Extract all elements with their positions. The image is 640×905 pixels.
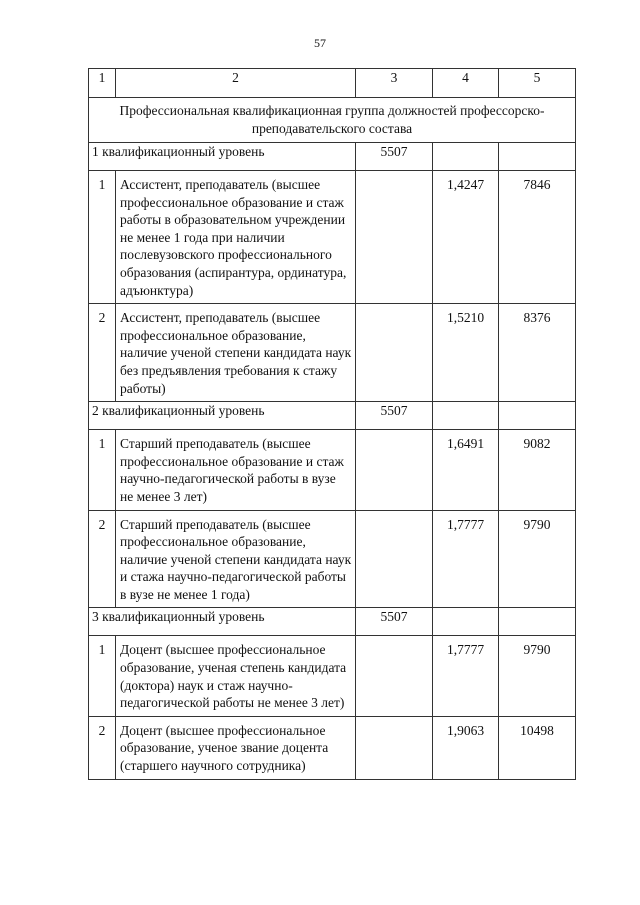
header-cell-1: 1 [89, 69, 116, 98]
table-row [89, 510, 576, 608]
table-header-row [89, 69, 576, 98]
level-row [89, 143, 576, 171]
table-row [89, 430, 576, 510]
empty-cell [433, 608, 499, 636]
empty-cell [499, 402, 576, 430]
empty-cell [433, 402, 499, 430]
table-row [89, 171, 576, 304]
row-number: 1 [89, 430, 116, 510]
row-coefficient: 1,7777 [433, 510, 499, 608]
empty-cell [499, 143, 576, 171]
row-salary: 8376 [499, 304, 576, 402]
table-row [89, 716, 576, 779]
level-row [89, 402, 576, 430]
table-row [89, 636, 576, 716]
level-label: 1 квалификационный уровень [89, 143, 356, 171]
level-base-salary: 5507 [356, 402, 433, 430]
row-coefficient: 1,9063 [433, 716, 499, 779]
row-description: Ассистент, преподаватель (высшее профессиональное образование и стаж работы в образовательном учреждении не менее 1 года при наличии послевузовского профессионального образования (аспирантура, ординатура, адъюнктура) [116, 171, 356, 304]
row-coefficient: 1,6491 [433, 430, 499, 510]
group-title-row [89, 98, 576, 143]
row-number: 2 [89, 304, 116, 402]
group-title: Профессиональная квалификационная группа должностей профессорско-преподавательского состава [89, 98, 576, 143]
row-coefficient: 1,7777 [433, 636, 499, 716]
level-base-salary: 5507 [356, 143, 433, 171]
row-number: 1 [89, 171, 116, 304]
row-description: Старший преподаватель (высшее профессиональное образование, наличие ученой степени кандидата наук и стажа научно-педагогической работы в вузе не менее 1 года) [116, 510, 356, 608]
row-description: Старший преподаватель (высшее профессиональное образование и стаж научно-педагогической работы в вузе не менее 3 лет) [116, 430, 356, 510]
row-description: Доцент (высшее профессиональное образование, ученое звание доцента (старшего научного сотрудника) [116, 716, 356, 779]
header-cell-5: 5 [499, 69, 576, 98]
level-base-salary: 5507 [356, 608, 433, 636]
level-label: 2 квалификационный уровень [89, 402, 356, 430]
row-salary: 9790 [499, 636, 576, 716]
row-salary: 10498 [499, 716, 576, 779]
header-cell-3: 3 [356, 69, 433, 98]
row-salary: 7846 [499, 171, 576, 304]
page-number: 57 [314, 36, 326, 50]
header-cell-2: 2 [116, 69, 356, 98]
table-row [89, 304, 576, 402]
empty-cell [356, 171, 433, 304]
empty-cell [433, 143, 499, 171]
row-number: 1 [89, 636, 116, 716]
row-number: 2 [89, 510, 116, 608]
empty-cell [356, 430, 433, 510]
empty-cell [499, 608, 576, 636]
row-number: 2 [89, 716, 116, 779]
level-row [89, 608, 576, 636]
row-salary: 9790 [499, 510, 576, 608]
level-label: 3 квалификационный уровень [89, 608, 356, 636]
row-description: Доцент (высшее профессиональное образование, ученая степень кандидата (доктора) наук и стаж научно-педагогической работы не менее 3 лет) [116, 636, 356, 716]
row-description: Ассистент, преподаватель (высшее профессиональное образование, наличие ученой степени кандидата наук без предъявления требования к стажу работы) [116, 304, 356, 402]
header-cell-4: 4 [433, 69, 499, 98]
empty-cell [356, 510, 433, 608]
empty-cell [356, 716, 433, 779]
row-coefficient: 1,5210 [433, 304, 499, 402]
salary-table [88, 68, 576, 780]
empty-cell [356, 636, 433, 716]
empty-cell [356, 304, 433, 402]
row-coefficient: 1,4247 [433, 171, 499, 304]
row-salary: 9082 [499, 430, 576, 510]
